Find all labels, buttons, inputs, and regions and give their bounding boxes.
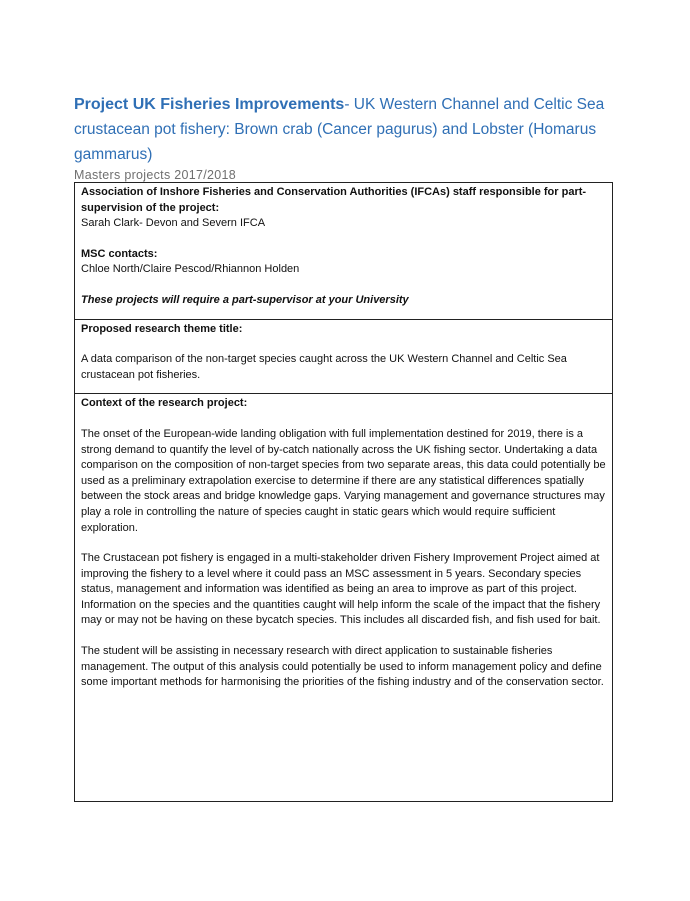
supervision-cell xyxy=(75,183,613,320)
theme-row xyxy=(75,319,613,394)
supervisor-name: Sarah Clark- Devon and Severn IFCA xyxy=(81,217,266,230)
context-paragraph-1: The onset of the European-wide landing obligation with full implementation destined for 2019, there is a strong demand to quantify the level of by-catch nationally across the UK fishing sector. Undertaking a data comparison on the composition of non-target species from two separate areas, this data could potentially be used as a preliminary extrapolation exercise to determine if there are any statistical differences spatially between the stock areas and bridge knowledge gaps. Varying management and governance structures may play a role in controlling the nature of species caught in static gears which would require sufficient exploration. xyxy=(81,427,606,534)
context-label: Context of the research project: xyxy=(81,397,248,410)
title-lead: Project UK Fisheries Improvements xyxy=(74,96,345,113)
msc-contacts-label: MSC contacts: xyxy=(81,247,158,260)
title-rest: - UK Western Channel and Celtic Sea crustacean pot fishery: Brown crab (Cancer pagurus) and Lobster (Homarus gammarus) xyxy=(74,96,605,163)
context-paragraph-3: The student will be assisting in necessary research with direct application to sustainable fisheries management. The output of this analysis could potentially be used to inform management policy and define some important methods for harmonising the priorities of the fishing industry and of the conservation sector. xyxy=(81,645,604,689)
supervision-label: Association of Inshore Fisheries and Conservation Authorities (IFCAs) staff responsible for part-supervision of the project: xyxy=(81,186,587,214)
project-info-table xyxy=(74,182,613,802)
page-subtitle: Masters projects 2017/2018 xyxy=(74,168,237,182)
supervisor-note: These projects will require a part-supervisor at your University xyxy=(81,293,409,306)
theme-title: A data comparison of the non-target species caught across the UK Western Channel and Celtic Sea crustacean pot fisheries. xyxy=(81,353,567,381)
msc-contacts-value: Chloe North/Claire Pescod/Rhiannon Holden xyxy=(81,263,300,276)
page-title xyxy=(74,92,614,167)
title-block xyxy=(74,92,614,182)
theme-label: Proposed research theme title: xyxy=(81,322,243,335)
context-row xyxy=(75,394,613,802)
supervision-row xyxy=(75,183,613,320)
context-cell xyxy=(75,394,613,802)
context-paragraph-2: The Crustacean pot fishery is engaged in a multi-stakeholder driven Fishery Improvement Project aimed at improving the fishery to a level where it could pass an MSC assessment in 5 years. Secondary species status, management and information was identified as being an area to improve as part of this project. Information on the species and the quantities caught will help inform the scale of the impact that the fishery may or may not be having on these bycatch species. This includes all discarded fish, and fish used for bait. xyxy=(81,552,601,627)
theme-cell xyxy=(75,319,613,394)
